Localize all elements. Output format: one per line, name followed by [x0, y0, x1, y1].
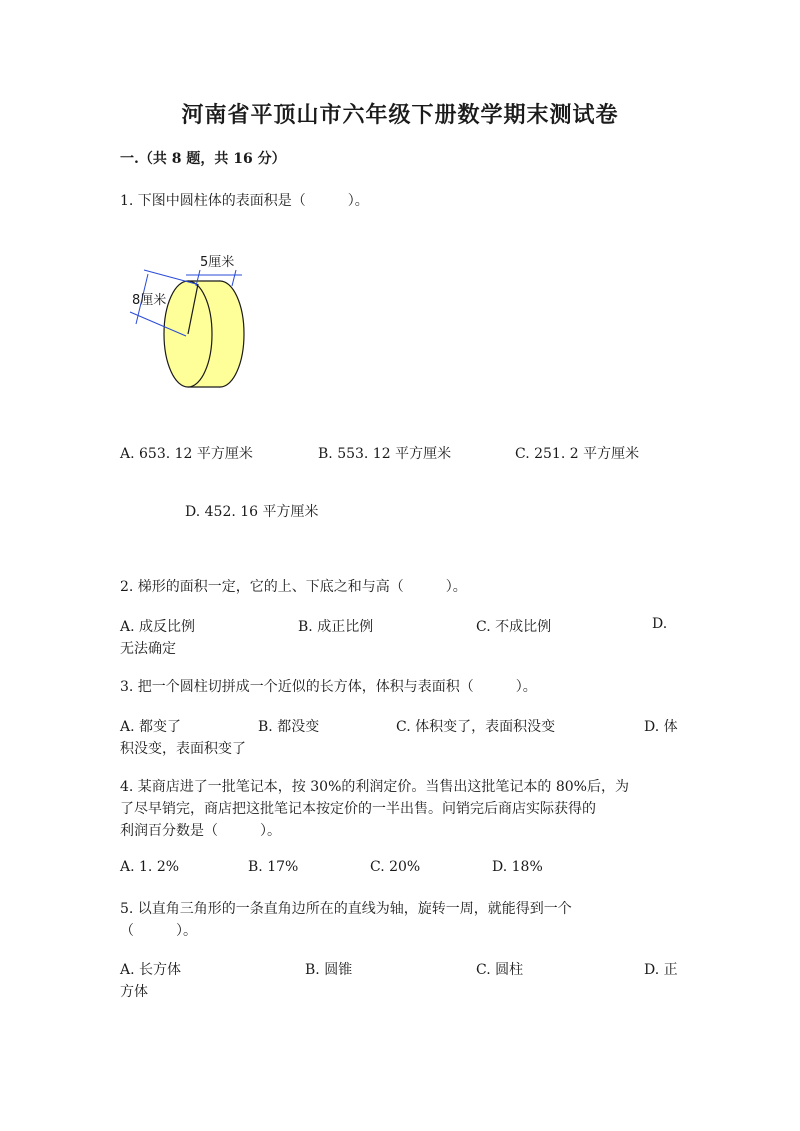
question-2-option-d-continued: 无法确定: [120, 641, 176, 657]
question-5-option-a: A. 长方体: [120, 962, 182, 978]
question-4-option-c: C. 20%: [370, 859, 421, 875]
question-3-option-c: C. 体积变了，表面积没变: [396, 719, 556, 735]
question-1-stem: 1. 下图中圆柱体的表面积是（ ）。: [120, 193, 369, 209]
radius-label: 8厘米: [132, 293, 167, 308]
question-2-stem: 2. 梯形的面积一定，它的上、下底之和与高（ ）。: [120, 579, 467, 595]
question-1-option-b: B. 553. 12 平方厘米: [318, 446, 452, 462]
cylinder-figure: [120, 248, 260, 398]
question-3-option-d: D. 体: [644, 719, 678, 735]
question-5-stem-line-2: （ ）。: [120, 923, 197, 939]
question-4-option-d: D. 18%: [492, 859, 543, 875]
question-5-option-b: B. 圆锥: [305, 962, 353, 978]
question-4-stem-line-1: 4. 某商店进了一批笔记本，按 30%的利润定价。当售出这批笔记本的 80%后，为: [120, 779, 629, 795]
question-2-option-a: A. 成反比例: [120, 619, 196, 635]
radius-dim-top-tick: [144, 270, 196, 284]
question-4-option-a: A. 1. 2%: [120, 859, 180, 875]
question-2-option-d: D.: [652, 616, 668, 632]
question-2-option-c: C. 不成比例: [476, 619, 552, 635]
question-3-option-b: B. 都没变: [258, 719, 320, 735]
question-1-option-c: C. 251. 2 平方厘米: [515, 446, 640, 462]
question-5-option-d: D. 正: [644, 962, 678, 978]
height-dim-right-tick: [232, 270, 236, 286]
height-label: 5厘米: [200, 255, 235, 270]
question-1-option-a: A. 653. 12 平方厘米: [120, 446, 253, 462]
page-title: 河南省平顶山市六年级下册数学期末测试卷: [181, 102, 619, 128]
question-3-option-d-continued: 积没变，表面积变了: [120, 741, 246, 757]
question-4-stem-line-3: 利润百分数是（ ）。: [120, 823, 281, 839]
question-4-stem-line-2: 了尽早销完，商店把这批笔记本按定价的一半出售。问销完后商店实际获得的: [120, 801, 596, 817]
question-5-option-d-continued: 方体: [120, 984, 148, 1000]
question-5-stem-line-1: 5. 以直角三角形的一条直角边所在的直线为轴，旋转一周，就能得到一个: [120, 901, 572, 917]
question-3-stem: 3. 把一个圆柱切拼成一个近似的长方体，体积与表面积（ ）。: [120, 679, 537, 695]
question-5-option-c: C. 圆柱: [476, 962, 524, 978]
question-3-option-a: A. 都变了: [120, 719, 182, 735]
section-heading: 一.（共 8 题，共 16 分）: [120, 151, 286, 167]
question-2-option-b: B. 成正比例: [298, 619, 374, 635]
question-4-option-b: B. 17%: [248, 859, 299, 875]
question-1-option-d: D. 452. 16 平方厘米: [185, 504, 319, 520]
